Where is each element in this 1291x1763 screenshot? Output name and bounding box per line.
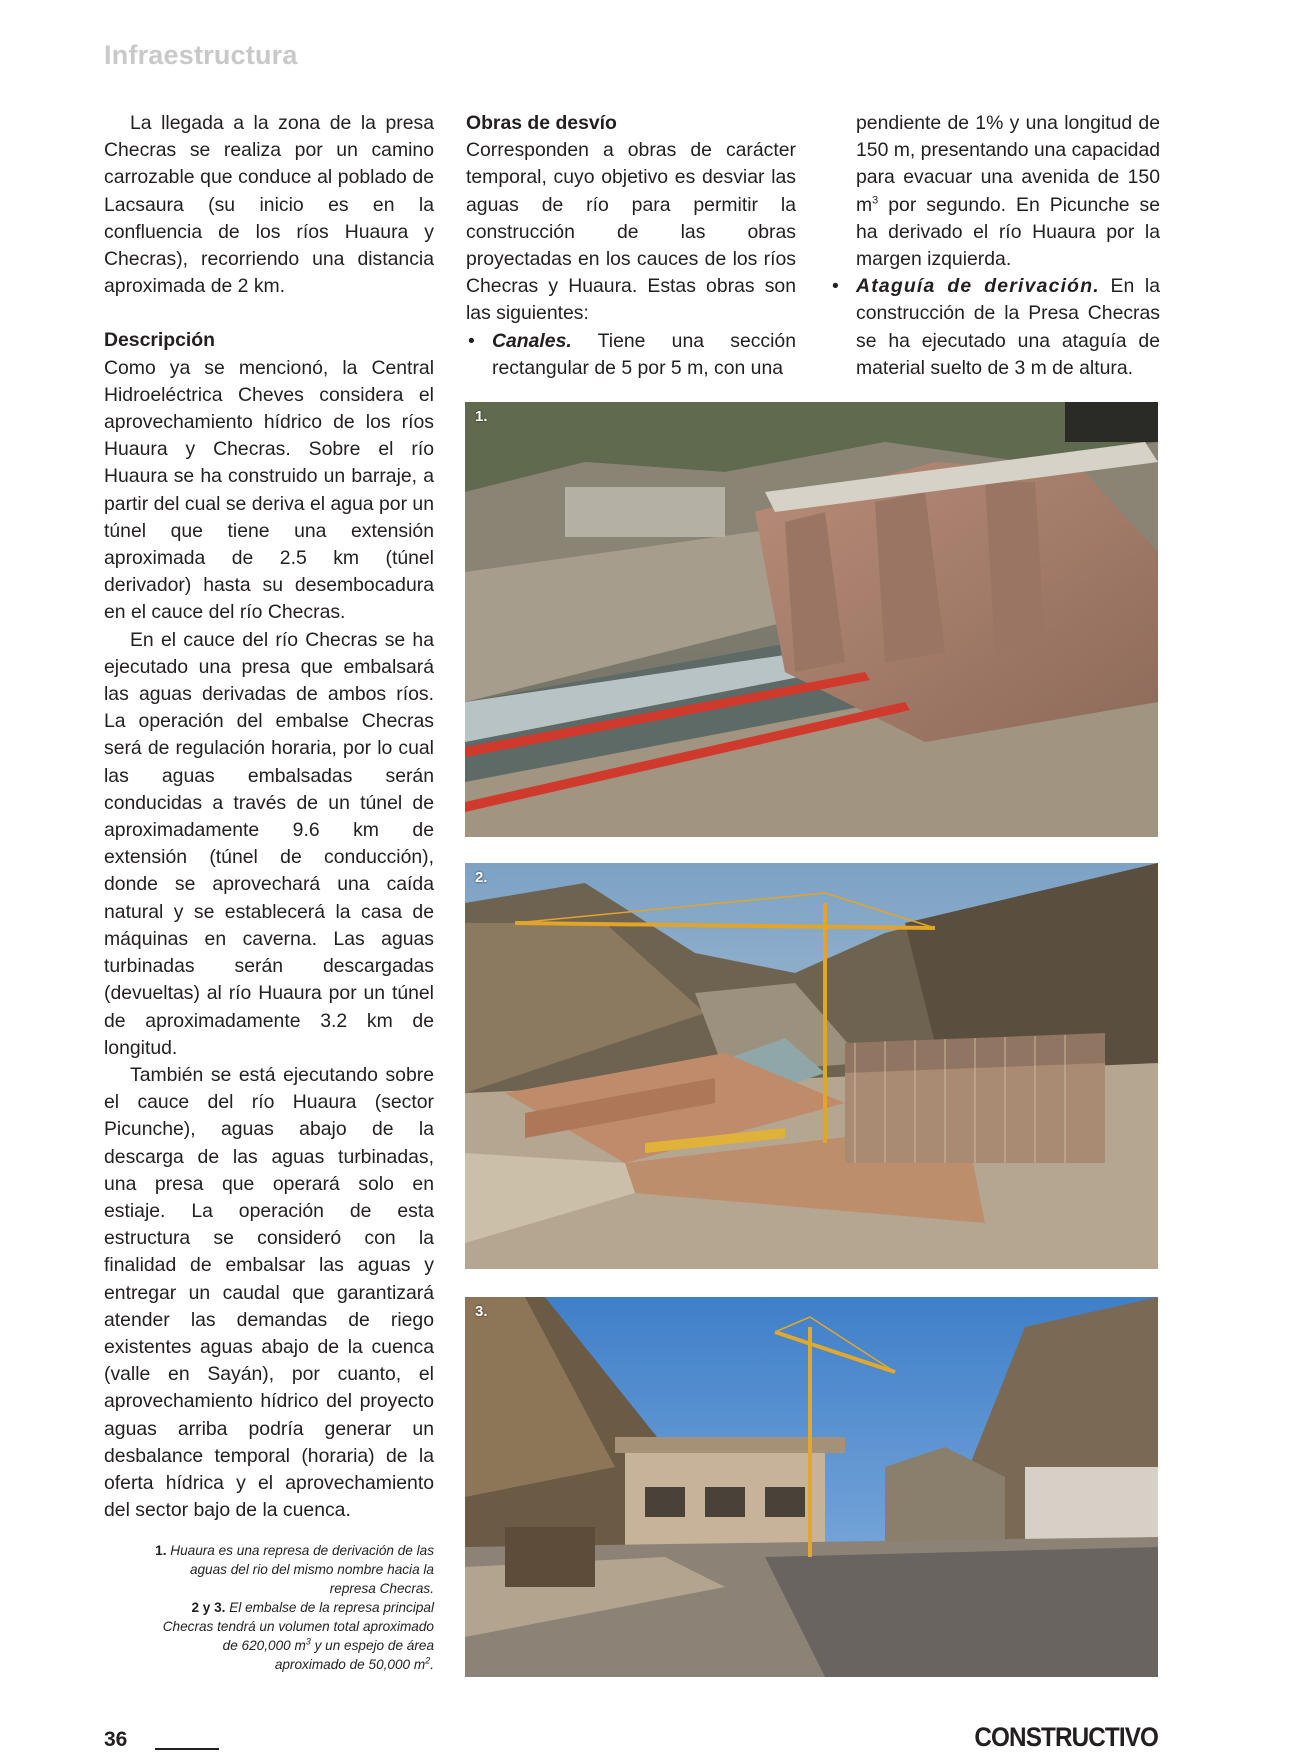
description-heading: Descripción <box>104 329 215 352</box>
diversion-works-list-continued <box>830 110 1160 382</box>
photo-checras-dam-crane <box>465 1297 1158 1677</box>
caption-text: El embalse de la represa principal Checras tendrá un volumen total aproximado de 620,000 m <box>162 1600 434 1653</box>
superscript: 3 <box>305 1636 311 1647</box>
caption-2-3 <box>150 1598 434 1674</box>
list-item <box>466 328 796 382</box>
list-item-term: Canales. <box>492 329 572 352</box>
caption-number: 2 y 3. <box>191 1600 226 1615</box>
list-item-term: Ataguía de derivación. <box>856 275 1100 298</box>
caption-number: 1. <box>155 1543 167 1558</box>
photo-checras-construction-image <box>465 863 1158 1269</box>
list-item <box>830 273 1160 382</box>
section-title: Infraestructura <box>104 40 298 70</box>
photo-checras-dam-crane-image <box>465 1297 1158 1677</box>
photo-label: 3. <box>475 1303 488 1320</box>
list-item-text: En la construcción de la Presa Checras se ha ejecutado una ataguía de material suelto de 3 m de altura. <box>856 275 1160 379</box>
column-1 <box>104 110 434 1524</box>
description-paragraph-3: También se está ejecutando sobre el cauce del río Huaura (sector Picunche), aguas abajo de la descarga de las aguas turbinadas, una presa que operará solo en estiaje. La operación de esta estructura se consideró con la finalidad de embalsar las aguas y entregar un caudal que garantizará atender las demandas de riego existentes aguas abajo de la cuenca (valle en Sayán), por cuanto, el aprovechamiento hídrico del proyecto aguas arriba podría generar un desbalance temporal (horaria) de la oferta hídrica y el aprovechamiento del sector bajo de la cuenca. <box>104 1063 434 1522</box>
diversion-works-heading: Obras de desvío <box>466 112 617 134</box>
photo-label: 1. <box>475 408 488 425</box>
continuation-text: pendiente de 1% y una longitud de 150 m, presentando una capacidad para evacuar una avenida de 150 m <box>856 112 1161 216</box>
continuation-text-2: por segundo. En Picunche se ha derivado el río Huaura por la margen izquierda. <box>856 193 1160 271</box>
superscript: 2 <box>425 1655 431 1666</box>
caption-1 <box>150 1541 434 1598</box>
description-paragraph-1: Como ya se mencionó, la Central Hidroeléctrica Cheves considera el aprovechamiento hídrico de los ríos Huaura y Checras. Sobre el río Huaura se ha construido un barraje, a partir del cual se deriva el agua por un túnel que tiene una extensión aproximada de 2.5 km (túnel derivador) hasta su desembocadura en el cauce del río Checras. <box>104 356 434 624</box>
description-paragraph-2: En el cauce del río Checras se ha ejecutado una presa que embalsará las aguas derivadas de ambos ríos. La operación del embalse Checras será de regulación horaria, por lo cual las aguas embalsadas serán conducidas a través de un túnel de aproximadamente 9.6 km de extensión (túnel de conducción), donde se aprovechará una caída natural y se establecerá la casa de máquinas en caverna. Las aguas turbinadas serán descargadas (devueltas) al río Huaura por un túnel de aproximadamente 3.2 km de longitud. <box>104 628 434 1059</box>
list-item-text: Tiene una sección rectangular de 5 por 5 m, con una <box>492 329 796 379</box>
column-3 <box>830 110 1160 382</box>
superscript: 3 <box>872 194 879 207</box>
caption-text: Huaura es una represa de derivación de las aguas del rio del mismo nombre hacia la represa Checras. <box>166 1543 434 1596</box>
column-2 <box>466 110 796 382</box>
photo-huaura-dam-image <box>465 402 1158 837</box>
diversion-works-paragraph: Corresponden a obras de carácter temporal, cuyo objetivo es desviar las aguas de río para permitir la construcción de las obras proyectadas en los cauces de los ríos Checras y Huaura. Estas obras son las siguientes: <box>466 139 796 325</box>
footer-rule <box>155 1748 219 1750</box>
caption-text: y un espejo de área aproximado de 50,000 m <box>274 1638 434 1672</box>
list-item-continuation <box>830 110 1160 273</box>
photo-captions <box>150 1541 434 1674</box>
intro-paragraph: La llegada a la zona de la presa Checras se realiza por un camino carrozable que conduce al poblado de Lacsaura (su inicio es en la confluencia de los ríos Huaura y Checras), recorriendo una distancia aproximada de 2 km. <box>104 112 434 298</box>
photo-label: 2. <box>475 869 488 886</box>
diversion-works-list <box>466 328 796 382</box>
photo-checras-construction <box>465 863 1158 1269</box>
magazine-logo: CONSTRUCTIVO <box>974 1722 1158 1752</box>
page-number: 36 <box>104 1728 128 1751</box>
photo-huaura-dam <box>465 402 1158 837</box>
caption-text: . <box>430 1657 434 1672</box>
